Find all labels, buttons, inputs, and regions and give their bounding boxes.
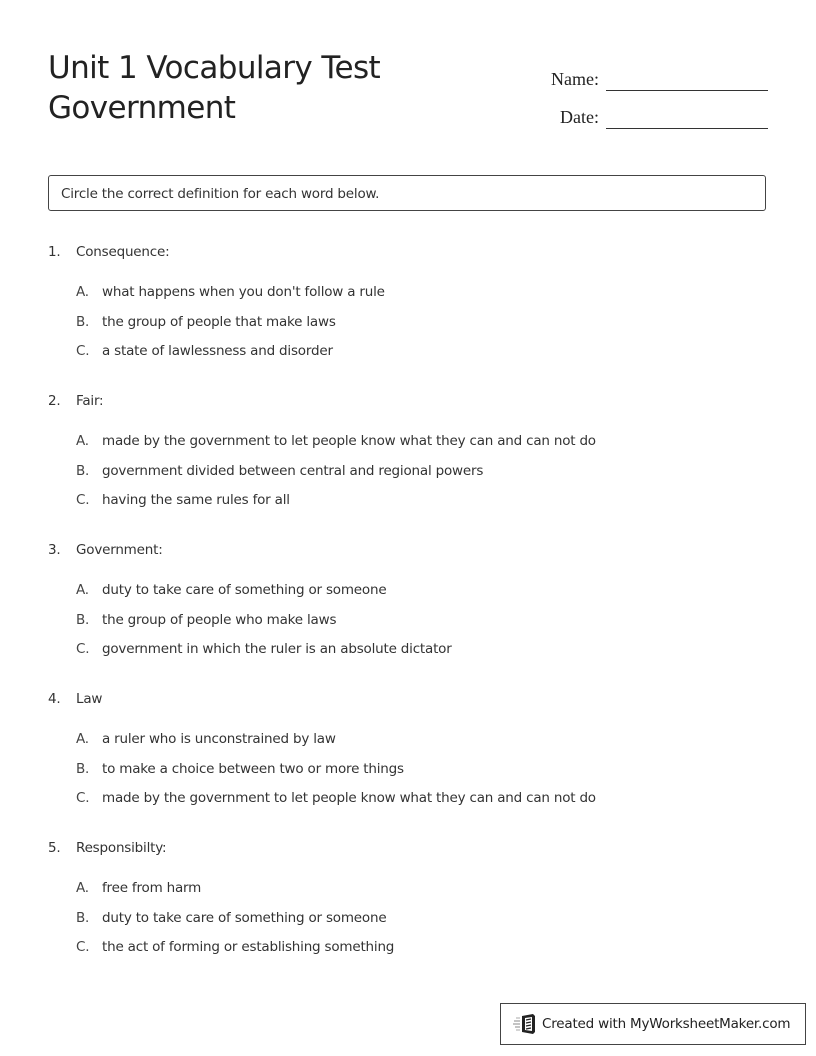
created-with-badge[interactable] bbox=[500, 1003, 806, 1045]
choice-letter: B. bbox=[76, 313, 90, 330]
title-line-1: Unit 1 Vocabulary Test bbox=[48, 50, 381, 86]
choice-letter: C. bbox=[76, 641, 90, 657]
question-number: 4. bbox=[48, 691, 61, 707]
choice-text: government in which the ruler is an absolute dictator bbox=[102, 641, 452, 657]
choice-text: made by the government to let people know what they can and can not do bbox=[102, 790, 596, 806]
question-5 bbox=[48, 838, 768, 967]
name-field[interactable] bbox=[606, 68, 768, 91]
choice-letter: A. bbox=[76, 433, 89, 449]
question-word: Government: bbox=[76, 542, 163, 558]
question-number: 2. bbox=[48, 393, 61, 409]
question-header bbox=[48, 391, 768, 411]
choice-letter: C. bbox=[76, 939, 90, 955]
choice-b[interactable] bbox=[48, 908, 768, 938]
choice-text: the group of people that make laws bbox=[102, 313, 336, 330]
choice-list bbox=[48, 282, 768, 371]
choice-list bbox=[48, 878, 768, 967]
question-word: Responsibilty: bbox=[76, 840, 167, 856]
page-title bbox=[48, 48, 380, 128]
choice-letter: C. bbox=[76, 343, 90, 359]
question-header bbox=[48, 689, 768, 709]
choice-a[interactable] bbox=[48, 431, 768, 461]
choice-letter: C. bbox=[76, 790, 90, 806]
question-header bbox=[48, 242, 768, 262]
choice-text: the act of forming or establishing something bbox=[102, 939, 395, 955]
choice-text: having the same rules for all bbox=[102, 492, 290, 508]
choice-letter: B. bbox=[76, 611, 90, 628]
choice-text: free from harm bbox=[102, 880, 202, 896]
question-header bbox=[48, 540, 768, 560]
choice-a[interactable] bbox=[48, 878, 768, 908]
date-label: Date: bbox=[560, 107, 599, 127]
choice-text: government divided between central and regional powers bbox=[102, 462, 484, 479]
choice-text: the group of people who make laws bbox=[102, 611, 337, 628]
choice-b[interactable] bbox=[48, 312, 768, 342]
created-with-text: Created with MyWorksheetMaker.com bbox=[542, 1016, 791, 1032]
instructions-box: Circle the correct definition for each word below. bbox=[48, 175, 766, 211]
choice-list bbox=[48, 729, 768, 818]
choice-c[interactable] bbox=[48, 788, 768, 818]
student-info-fields bbox=[540, 52, 770, 128]
choice-letter: B. bbox=[76, 760, 90, 777]
choice-a[interactable] bbox=[48, 729, 768, 759]
question-3 bbox=[48, 540, 768, 669]
choice-letter: C. bbox=[76, 492, 90, 508]
question-number: 1. bbox=[48, 244, 61, 260]
date-field[interactable] bbox=[606, 106, 768, 129]
choice-c[interactable] bbox=[48, 639, 768, 669]
choice-letter: A. bbox=[76, 880, 89, 896]
choice-text: what happens when you don't follow a rule bbox=[102, 284, 385, 300]
question-word: Fair: bbox=[76, 393, 104, 409]
name-field-row bbox=[540, 52, 770, 90]
choice-b[interactable] bbox=[48, 759, 768, 789]
choice-c[interactable] bbox=[48, 490, 768, 520]
question-1 bbox=[48, 242, 768, 371]
choice-b[interactable] bbox=[48, 610, 768, 640]
choice-letter: B. bbox=[76, 909, 90, 926]
choice-text: duty to take care of something or someone bbox=[102, 582, 387, 598]
choice-text: to make a choice between two or more things bbox=[102, 760, 404, 777]
question-4 bbox=[48, 689, 768, 818]
choice-a[interactable] bbox=[48, 580, 768, 610]
question-number: 5. bbox=[48, 840, 61, 856]
worksheet-maker-logo-icon bbox=[513, 1013, 537, 1035]
choice-list bbox=[48, 580, 768, 669]
choice-text: a state of lawlessness and disorder bbox=[102, 343, 333, 359]
name-label: Name: bbox=[551, 69, 599, 89]
question-word: Law bbox=[76, 691, 103, 707]
question-number: 3. bbox=[48, 542, 61, 558]
choice-text: a ruler who is unconstrained by law bbox=[102, 731, 336, 747]
choice-a[interactable] bbox=[48, 282, 768, 312]
choice-text: made by the government to let people know what they can and can not do bbox=[102, 433, 596, 449]
choice-c[interactable] bbox=[48, 937, 768, 967]
choice-letter: A. bbox=[76, 284, 89, 300]
choice-letter: A. bbox=[76, 731, 89, 747]
question-2 bbox=[48, 391, 768, 520]
title-line-2: Government bbox=[48, 90, 236, 126]
choice-letter: A. bbox=[76, 582, 89, 598]
choice-list bbox=[48, 431, 768, 520]
choice-b[interactable] bbox=[48, 461, 768, 491]
date-field-row bbox=[540, 90, 770, 128]
choice-letter: B. bbox=[76, 462, 90, 479]
choice-text: duty to take care of something or someone bbox=[102, 909, 387, 926]
question-word: Consequence: bbox=[76, 244, 170, 260]
question-header bbox=[48, 838, 768, 858]
choice-c[interactable] bbox=[48, 341, 768, 371]
